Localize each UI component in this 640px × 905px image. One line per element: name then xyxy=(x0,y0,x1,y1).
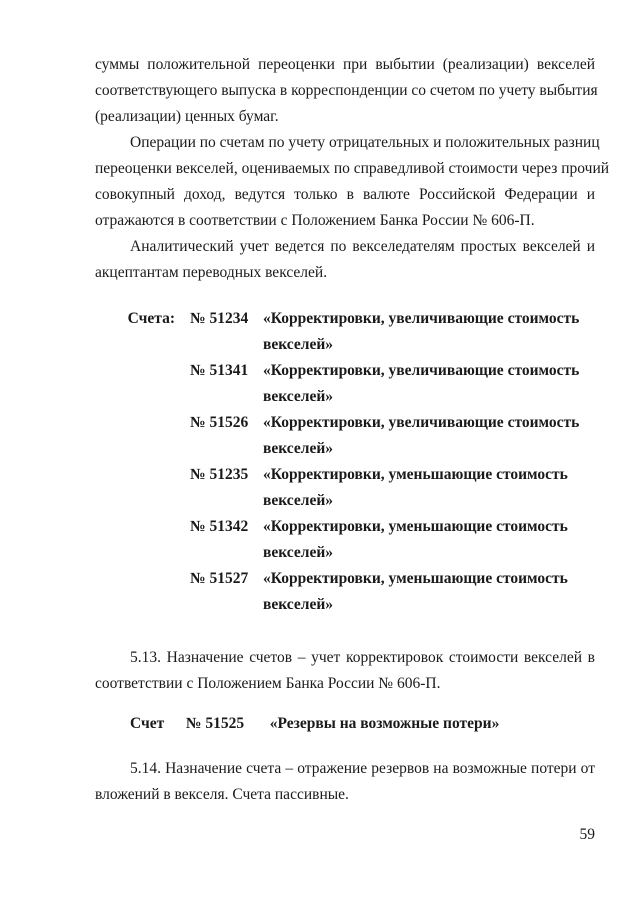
account-title: «Корректировки, уменьшающие стоимость xyxy=(263,518,568,535)
text-line: суммы положительной переоценки при выбытии (реализации) векселей xyxy=(95,56,595,73)
account-number: № 51235 xyxy=(190,466,249,483)
accounts-prefix: Счета: xyxy=(127,310,175,327)
text-line: Операции по счетам по учету отрицательных и положительных разниц xyxy=(130,134,600,151)
text-line: 5.14. Назначение счета – отражение резервов на возможные потери от xyxy=(130,760,595,777)
text-line: (реализации) ценных бумаг. xyxy=(95,108,279,125)
text-line: соответствующего выпуска в корреспонденции со счетом по учету выбытия xyxy=(95,82,598,99)
text-line: отражаются в соответствии с Положением Банка России № 606-П. xyxy=(95,212,535,229)
paragraph-5 xyxy=(95,756,595,808)
single-account-heading xyxy=(130,715,499,733)
account-entry xyxy=(95,310,595,362)
account-prefix: Счет xyxy=(130,715,165,732)
account-title-cont: векселей» xyxy=(263,492,333,509)
account-entry xyxy=(95,466,595,518)
account-entry xyxy=(95,414,595,466)
account-entry xyxy=(95,362,595,414)
text-line: 5.13. Назначение счетов – учет корректировок стоимости векселей в xyxy=(130,649,595,666)
text-line: акцептантам переводных векселей. xyxy=(95,264,328,281)
text-line: вложений в векселя. Счета пассивные. xyxy=(95,786,349,803)
account-number: № 51525 xyxy=(185,715,245,732)
account-title-cont: векселей» xyxy=(263,440,333,457)
account-number: № 51526 xyxy=(190,414,249,431)
account-entry xyxy=(95,570,595,622)
account-number: № 51342 xyxy=(190,518,249,535)
account-title: «Корректировки, уменьшающие стоимость xyxy=(263,466,568,483)
account-number: № 51341 xyxy=(190,362,249,379)
text-line: Аналитический учет ведется по векселедателям простых векселей и xyxy=(130,238,595,255)
text-line: переоценки векселей, оцениваемых по справедливой стоимости через прочий xyxy=(95,160,610,177)
paragraph-1 xyxy=(95,52,598,130)
text-line: совокупный доход, ведутся только в валюте Российской Федерации и xyxy=(95,186,595,203)
paragraph-2 xyxy=(95,130,610,234)
paragraph-4 xyxy=(95,645,595,697)
account-title: «Корректировки, увеличивающие стоимость xyxy=(263,362,580,379)
account-title-cont: векселей» xyxy=(263,596,333,613)
account-title-cont: векселей» xyxy=(263,544,333,561)
account-title: «Корректировки, увеличивающие стоимость xyxy=(263,310,580,327)
account-title: «Корректировки, увеличивающие стоимость xyxy=(263,414,580,431)
account-title-cont: векселей» xyxy=(263,388,333,405)
page-number: 59 xyxy=(579,826,595,843)
account-entry xyxy=(95,518,595,570)
text-line: соответствии с Положением Банка России № 606-П. xyxy=(95,675,441,692)
account-title: «Корректировки, уменьшающие стоимость xyxy=(263,570,568,587)
account-number: № 51527 xyxy=(190,570,249,587)
account-number: № 51234 xyxy=(190,310,249,327)
paragraph-3 xyxy=(95,234,595,286)
account-title-cont: векселей» xyxy=(263,336,333,353)
account-title: «Резервы на возможные потери» xyxy=(269,715,500,732)
